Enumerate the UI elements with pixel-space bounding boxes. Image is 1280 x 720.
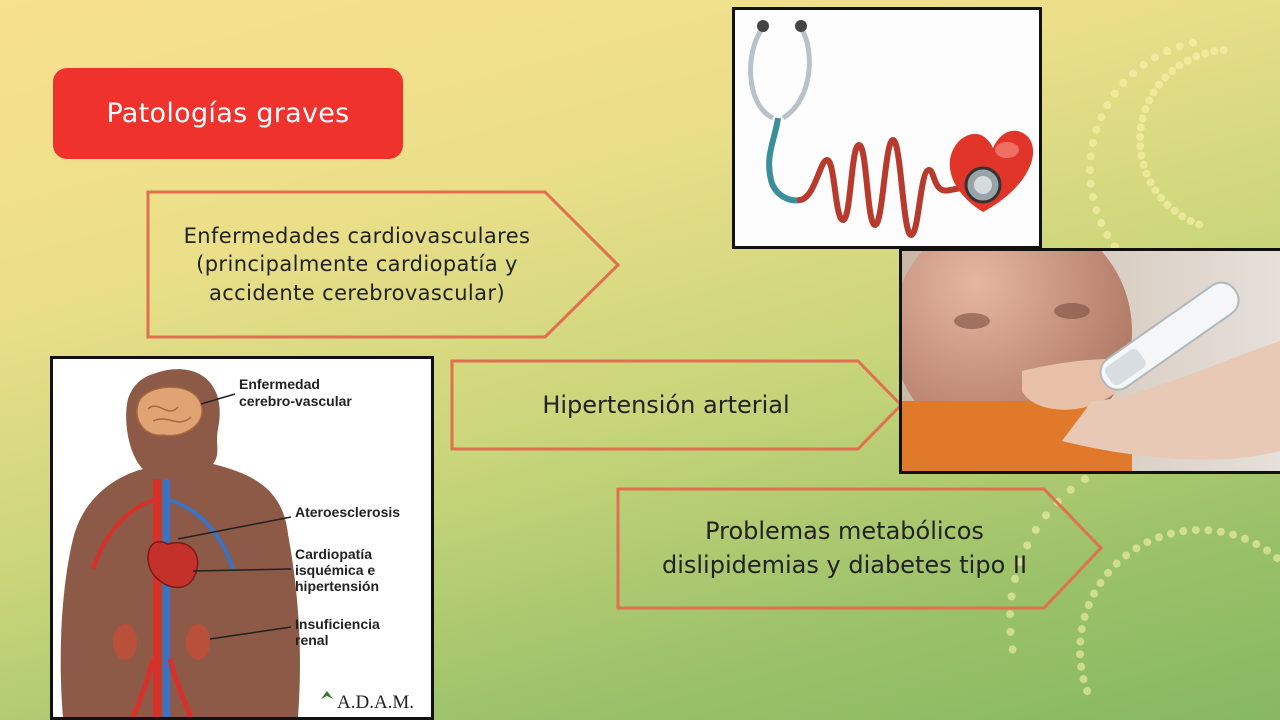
metabolic-arrow-box bbox=[617, 488, 1103, 609]
decorative-dot bbox=[1076, 638, 1084, 646]
decorative-dot bbox=[1083, 687, 1091, 695]
obesity-complications-diagram bbox=[50, 356, 434, 720]
diagram-label-cardio-3: hipertensión bbox=[295, 578, 380, 594]
decorative-dot bbox=[1137, 152, 1145, 160]
metabolic-text bbox=[617, 488, 1072, 609]
decorative-dot bbox=[1129, 69, 1137, 77]
decorative-dot bbox=[1210, 47, 1218, 55]
decorative-dot bbox=[1122, 551, 1130, 559]
diagram-label-renal-1: Insuficiencia bbox=[295, 616, 380, 632]
decorative-dot bbox=[1119, 79, 1127, 87]
decorative-dot bbox=[1163, 201, 1171, 209]
decorative-dot bbox=[1204, 526, 1212, 534]
diagram-label-cerebro-1: Enfermedad bbox=[239, 376, 320, 392]
decorative-dot bbox=[1009, 646, 1017, 654]
hypertension-label: Hipertensión arterial bbox=[542, 390, 790, 419]
decorative-dot bbox=[1006, 610, 1014, 618]
decorative-dot bbox=[1178, 212, 1186, 220]
decorative-dot bbox=[1217, 528, 1225, 536]
diagram-label-cardio-2: isquémica e bbox=[295, 562, 376, 578]
decorative-dot bbox=[1111, 90, 1119, 98]
diagram-label-cardio-1: Cardiopatía bbox=[295, 546, 373, 562]
decorative-dot bbox=[1229, 531, 1237, 539]
decorative-dot bbox=[1104, 569, 1112, 577]
decorative-dot bbox=[1157, 194, 1165, 202]
decorative-dot bbox=[1103, 101, 1111, 109]
decorative-dot bbox=[1092, 206, 1100, 214]
decorative-dot bbox=[1136, 133, 1144, 141]
decorative-dot bbox=[1151, 186, 1159, 194]
cardiovascular-text bbox=[147, 191, 567, 338]
decorative-dot bbox=[1136, 142, 1144, 150]
decorative-dot bbox=[1137, 123, 1145, 131]
decorative-dot bbox=[1220, 46, 1228, 54]
decorative-dot bbox=[1141, 105, 1149, 113]
decorative-dot bbox=[1150, 88, 1158, 96]
decorative-dot bbox=[1147, 178, 1155, 186]
decorative-dot bbox=[1252, 540, 1260, 548]
decorative-dot bbox=[1139, 114, 1147, 122]
slide-title: Patologías graves bbox=[106, 98, 350, 129]
decorative-dot bbox=[1139, 161, 1147, 169]
cardiovascular-arrow-box bbox=[147, 191, 619, 338]
decorative-dot bbox=[1176, 61, 1184, 69]
decorative-dot bbox=[1155, 533, 1163, 541]
stethoscope-heart-photo bbox=[732, 7, 1042, 249]
decorative-dot bbox=[1171, 207, 1179, 215]
decorative-dot bbox=[1168, 67, 1176, 75]
decorative-dot bbox=[1189, 39, 1197, 47]
diagram-label-cerebro-2: cerebro-vascular bbox=[239, 393, 352, 409]
hypertension-arrow-box bbox=[451, 360, 903, 450]
decorative-dot bbox=[1103, 231, 1111, 239]
decorative-dot bbox=[1192, 53, 1200, 61]
decorative-dot bbox=[1097, 219, 1105, 227]
decorative-dot bbox=[1092, 126, 1100, 134]
decorative-dot bbox=[1077, 663, 1085, 671]
metabolic-line-1: Problemas metabólicos bbox=[705, 516, 984, 545]
decorative-dot bbox=[1006, 628, 1014, 636]
decorative-dot bbox=[1089, 139, 1097, 147]
decorative-dot bbox=[1089, 193, 1097, 201]
diagram-label-renal-2: renal bbox=[295, 632, 329, 648]
decorative-dot bbox=[1132, 544, 1140, 552]
decorative-dot bbox=[1087, 180, 1095, 188]
hypertension-text bbox=[451, 360, 881, 450]
decorative-dot bbox=[1195, 221, 1203, 229]
decorative-dot bbox=[1076, 650, 1084, 658]
cardiovascular-line-3: accidente cerebrovascular) bbox=[208, 280, 506, 305]
decorative-dot bbox=[1187, 217, 1195, 225]
decorative-dot bbox=[1140, 61, 1148, 69]
metabolic-line-2: dislipidemias y diabetes tipo II bbox=[661, 550, 1028, 579]
decorative-dot bbox=[1081, 475, 1089, 483]
child-glucose-test-photo bbox=[899, 248, 1280, 474]
decorative-dot bbox=[1143, 170, 1151, 178]
decorative-dot bbox=[1081, 613, 1089, 621]
decorative-dot bbox=[1143, 538, 1151, 546]
decorative-dot bbox=[1263, 547, 1271, 555]
title-badge bbox=[53, 68, 403, 159]
cardiovascular-line-1: Enfermedades cardiovasculares bbox=[183, 223, 531, 248]
decorative-dot bbox=[1145, 97, 1153, 105]
decorative-dot bbox=[1167, 530, 1175, 538]
decorative-dot bbox=[1241, 535, 1249, 543]
decorative-dot bbox=[1273, 554, 1280, 562]
decorative-dot bbox=[1087, 152, 1095, 160]
decorative-dot bbox=[1086, 166, 1094, 174]
decorative-dot bbox=[1151, 53, 1159, 61]
adam-logo-text: A.D.A.M. bbox=[337, 692, 415, 713]
decorative-dot bbox=[1113, 560, 1121, 568]
decorative-dot bbox=[1080, 675, 1088, 683]
decorative-dot bbox=[1192, 526, 1200, 534]
diagram-label-athero: Ateroesclerosis bbox=[295, 504, 401, 520]
decorative-dot bbox=[1179, 527, 1187, 535]
decorative-dot bbox=[1097, 113, 1105, 121]
decorative-dot bbox=[1155, 81, 1163, 89]
decorative-dot bbox=[1184, 57, 1192, 65]
cardiovascular-line-2: (principalmente cardiopatía y bbox=[196, 252, 518, 277]
decorative-dot bbox=[1161, 73, 1169, 81]
decorative-dot bbox=[1163, 47, 1171, 55]
decorative-dot bbox=[1176, 42, 1184, 50]
decorative-dot bbox=[1078, 625, 1086, 633]
decorative-dot bbox=[1201, 49, 1209, 57]
